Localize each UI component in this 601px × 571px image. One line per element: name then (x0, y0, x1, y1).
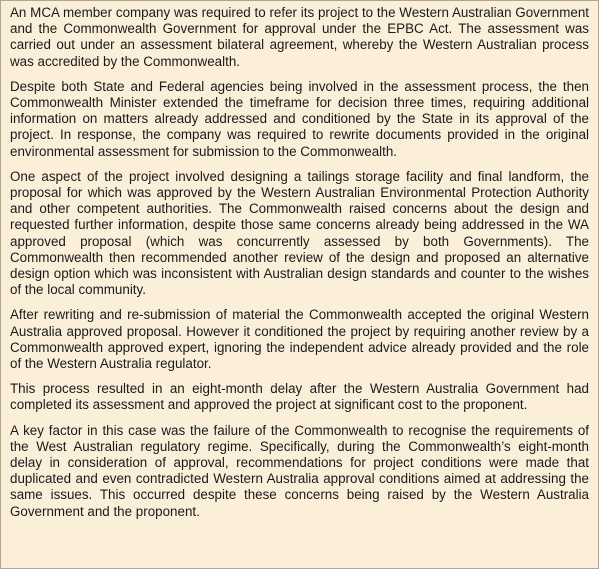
paragraph-resubmission: After rewriting and re-submission of material the Commonwealth accepted the original Western Australia approved proposal. However it conditioned the project by requiring another review by a Commonwealth approved expert, ignoring the independent advice already provided and the role of the Western Australia regulator. (10, 307, 589, 372)
paragraph-key-factor: A key factor in this case was the failure of the Commonwealth to recognise the requirements of the West Australian regulatory regime. Specifically, during the Commonwealth’s eight-month delay in consideration of approval, recommendations for project conditions were made that duplicated and even contradicted Western Australia approval conditions aimed at addressing the same issues. This occurred despite these concerns being raised by the Western Australia Government and the proponent. (10, 422, 589, 519)
paragraph-delay: This process resulted in an eight-month delay after the Western Australia Government had completed its assessment and approved the project at significant cost to the proponent. (10, 381, 589, 413)
paragraph-referral: An MCA member company was required to refer its project to the Western Australian Government and the Commonwealth Government for approval under the EPBC Act. The assessment was carried out under an assessment bilateral agreement, whereby the Western Australian process was accredited by the Commonwealth. (10, 5, 589, 69)
paragraph-timeframe-extension: Despite both State and Federal agencies being involved in the assessment process, the then Commonwealth Minister extended the timeframe for decision three times, requiring additional information on matters already addressed and conditioned by the State in its approval of the project. In response, the company was required to rewrite documents provided in the original environmental assessment for submission to the Commonwealth. (10, 78, 589, 159)
paragraph-tailings-design: One aspect of the project involved designing a tailings storage facility and final landform, the proposal for which was approved by the Western Australian Environmental Protection Authority and other competent authorities. The Commonwealth raised concerns about the design and requested further information, despite those same concerns already being addressed in the WA approved proposal (which was concurrently assessed by both Governments). The Commonwealth then recommended another review of the design and proposed an alternative design option which was inconsistent with Australian design standards and counter to the wishes of the local community. (10, 168, 589, 298)
